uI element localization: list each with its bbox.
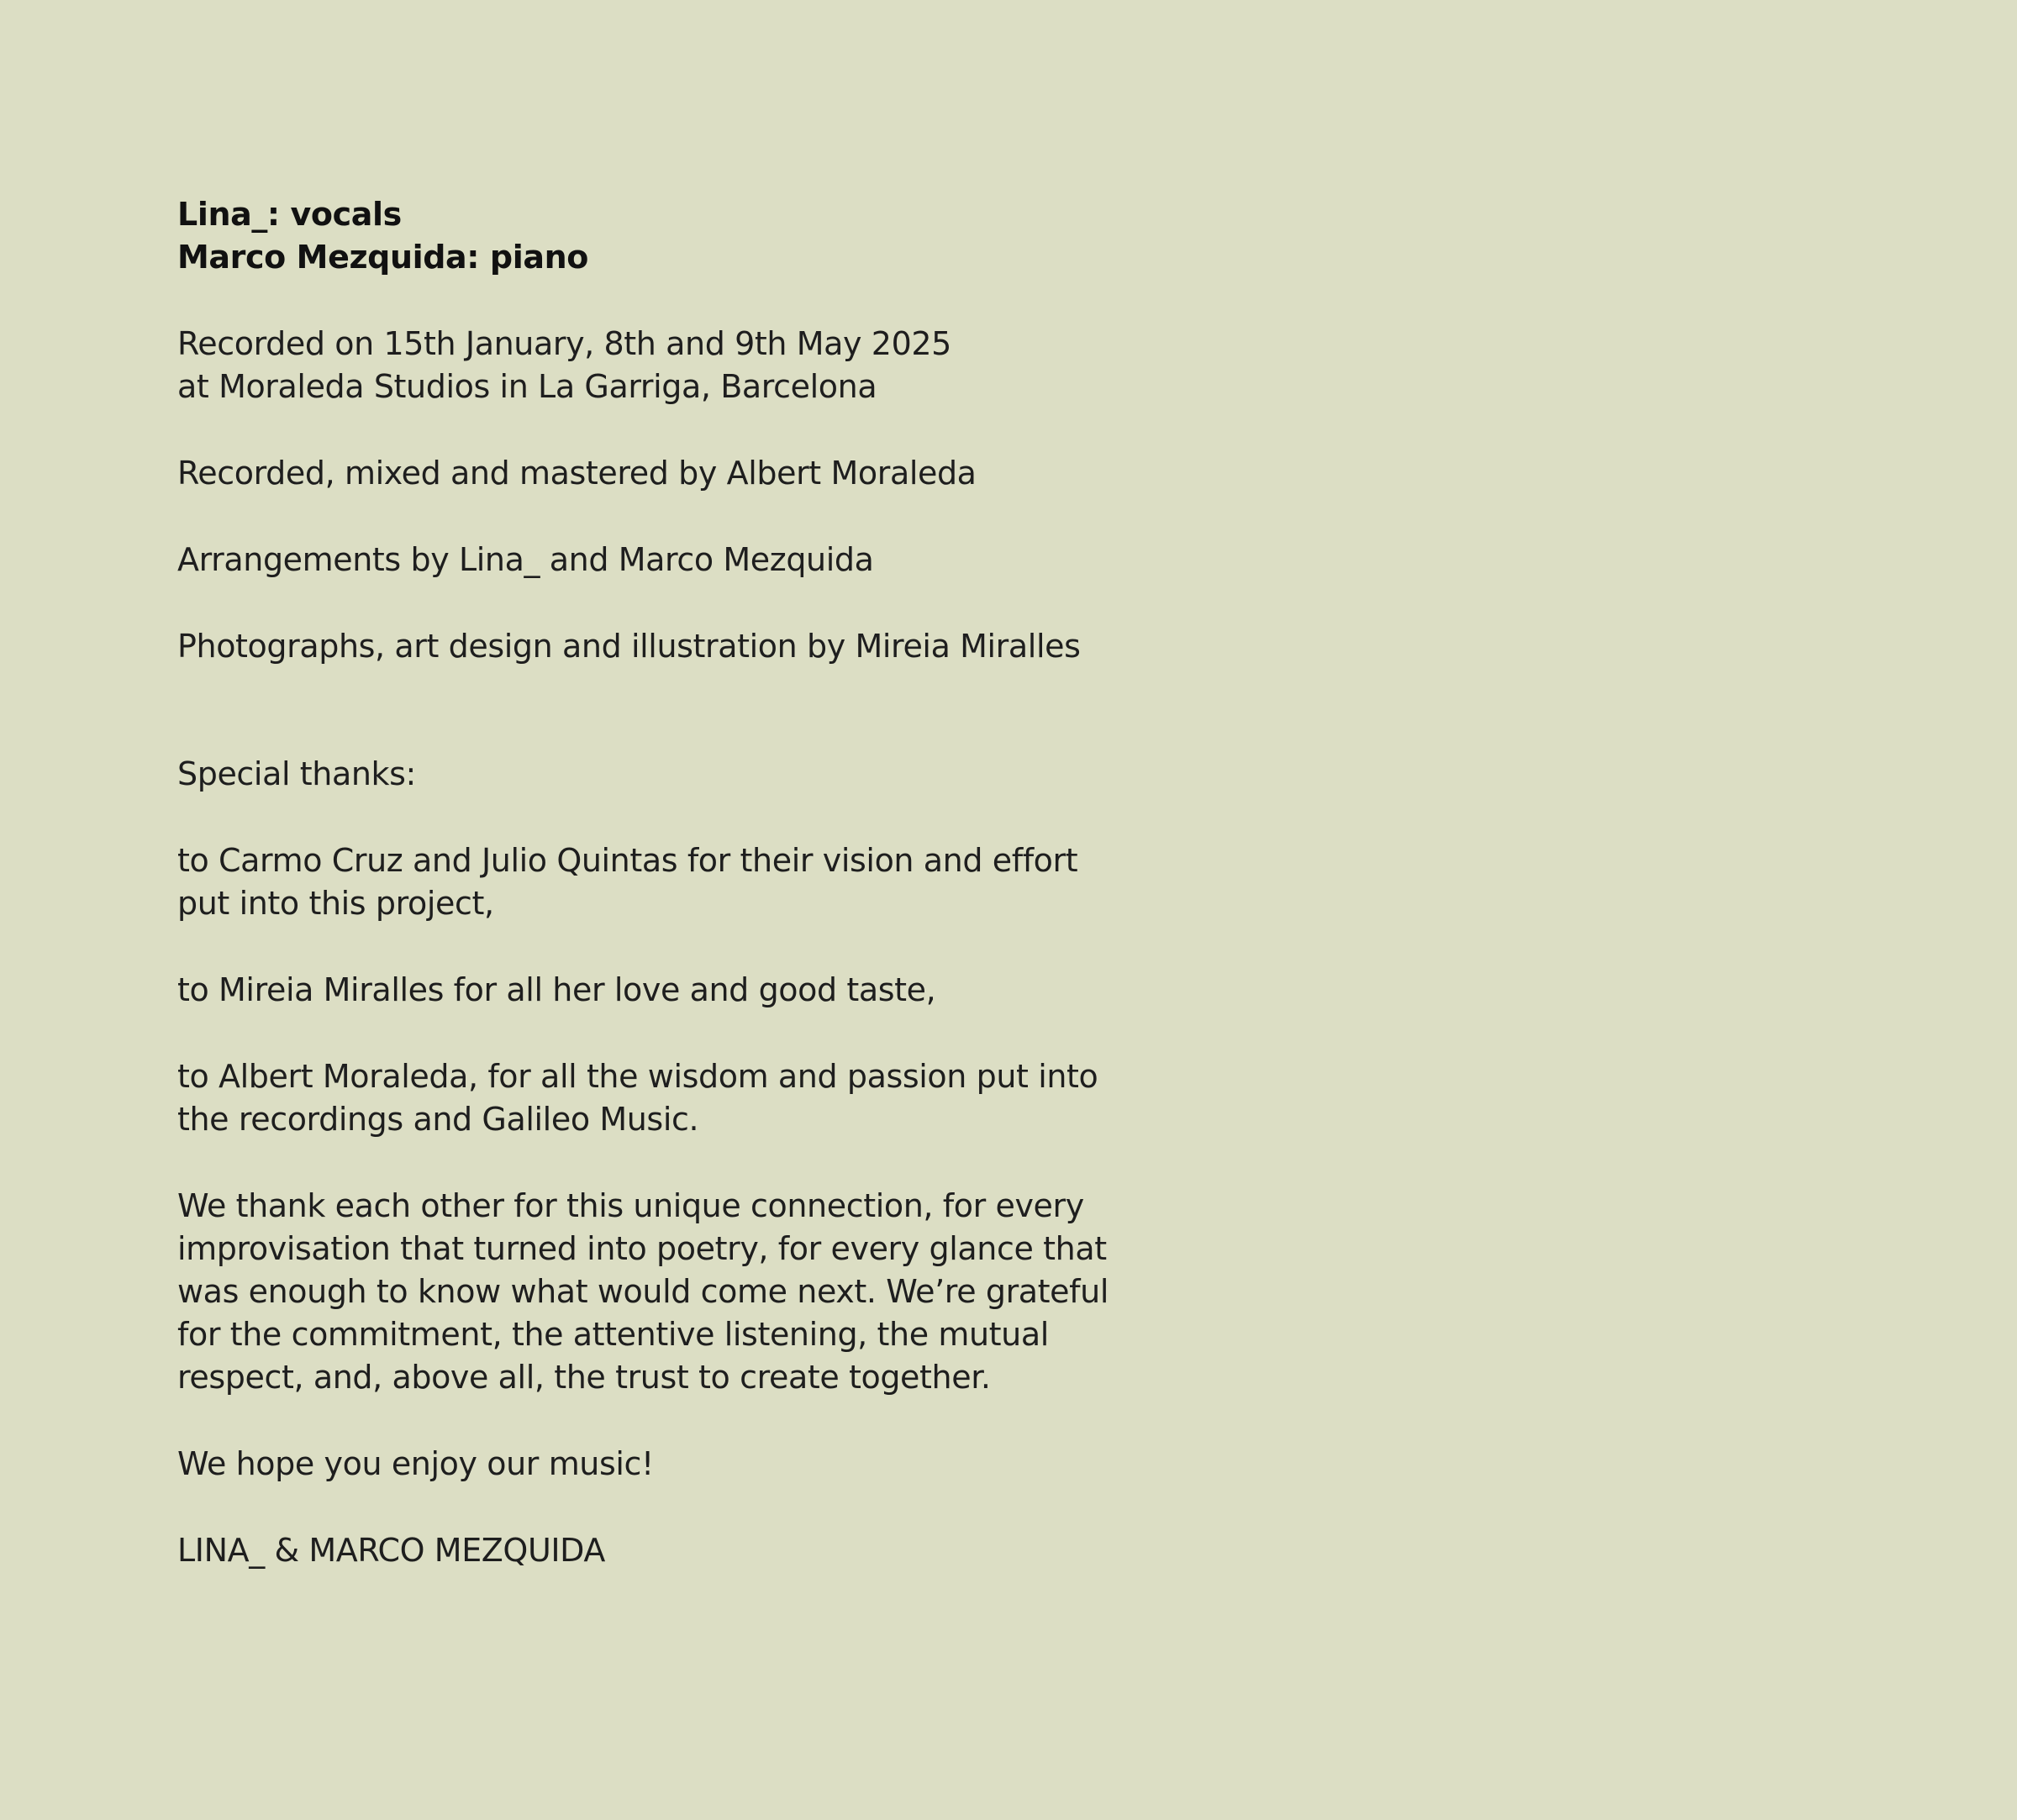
thanks-albert-line1: to Albert Moraleda, for all the wisdom and passion put into [177,1058,1098,1095]
performer-vocals: Lina_: vocals [177,196,402,233]
engineering-credit: Recorded, mixed and mastered by Albert Moraleda [177,455,977,492]
thanks-each-other-line4: for the commitment, the attentive listening, the mutual [177,1316,1049,1353]
thanks-albert-line2: the recordings and Galileo Music. [177,1101,699,1138]
thanks-heading: Special thanks: [177,755,416,792]
performer-piano: Marco Mezquida: piano [177,239,588,276]
thanks-carmo-line2: put into this project, [177,885,494,922]
thanks-mireia: to Mireia Miralles for all her love and good taste, [177,971,936,1008]
recording-dates: Recorded on 15th January, 8th and 9th May 2025 [177,325,951,362]
thanks-each-other-line1: We thank each other for this unique connection, for every [177,1187,1084,1224]
thanks-each-other-line3: was enough to know what would come next. We’re grateful [177,1273,1109,1310]
closing-line: We hope you enjoy our music! [177,1445,654,1482]
thanks-each-other-line5: respect, and, above all, the trust to create together. [177,1359,991,1396]
thanks-carmo-line1: to Carmo Cruz and Julio Quintas for their vision and effort [177,842,1078,879]
signature: LINA_ & MARCO MEZQUIDA [177,1532,605,1569]
arrangements-credit: Arrangements by Lina_ and Marco Mezquida [177,541,874,578]
thanks-each-other-line2: improvisation that turned into poetry, for every glance that [177,1230,1107,1267]
design-credit: Photographs, art design and illustration by Mireia Miralles [177,628,1081,665]
credits-block [177,193,1144,1572]
recording-location: at Moraleda Studios in La Garriga, Barcelona [177,368,877,405]
